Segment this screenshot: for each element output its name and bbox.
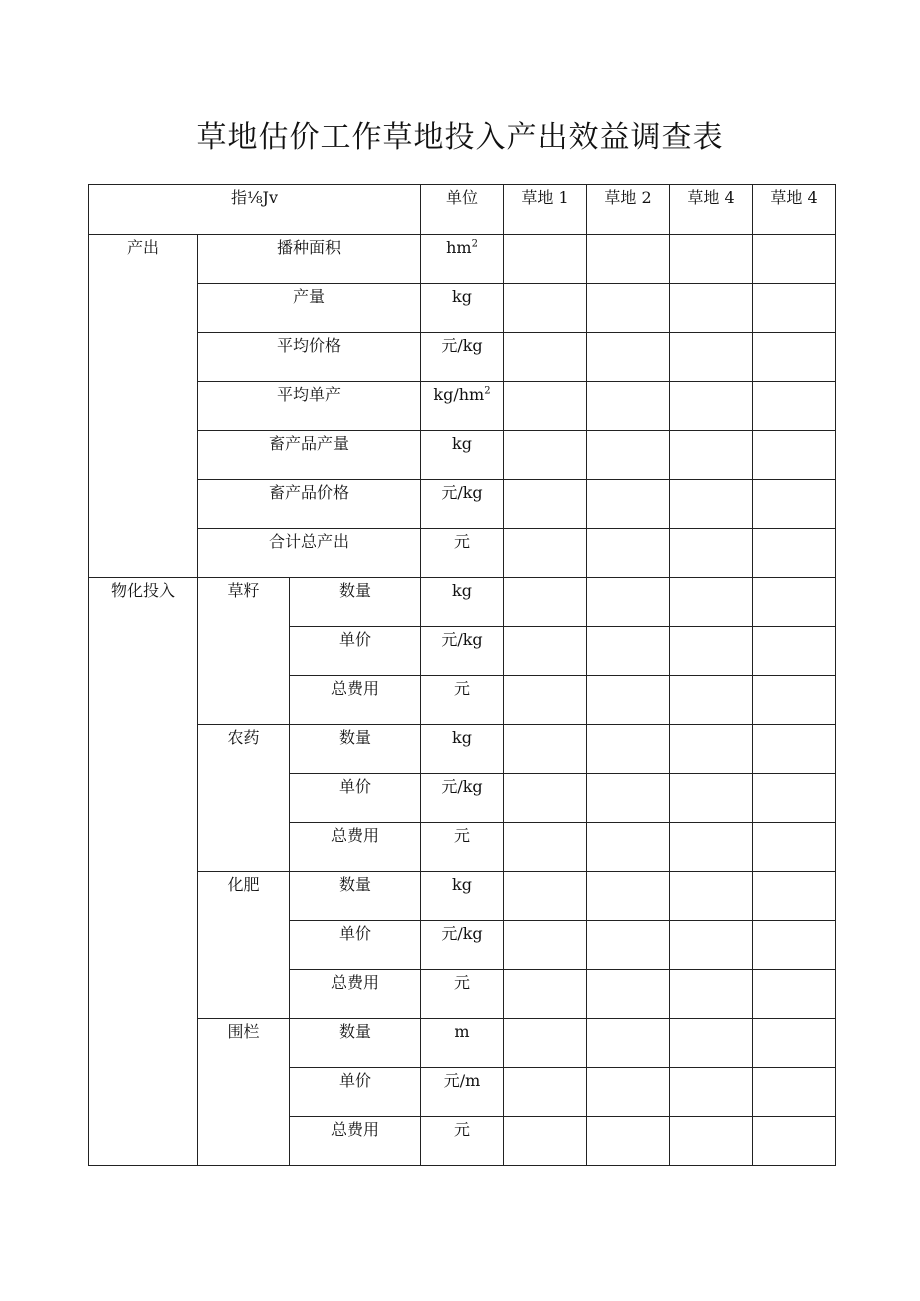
data-cell[interactable]	[753, 970, 836, 1019]
output-item-name: 畜产品价格	[198, 480, 421, 529]
data-cell[interactable]	[587, 774, 670, 823]
input-row	[89, 872, 836, 921]
input-item-unit: kg	[421, 578, 504, 627]
header-unit: 单位	[421, 185, 504, 235]
data-cell[interactable]	[670, 774, 753, 823]
data-cell[interactable]	[587, 823, 670, 872]
data-cell[interactable]	[504, 1068, 587, 1117]
data-cell[interactable]	[670, 921, 753, 970]
data-cell[interactable]	[670, 333, 753, 382]
data-cell[interactable]	[670, 872, 753, 921]
data-cell[interactable]	[670, 627, 753, 676]
data-cell[interactable]	[504, 333, 587, 382]
data-cell[interactable]	[504, 627, 587, 676]
output-item-unit: 元/kg	[421, 333, 504, 382]
data-cell[interactable]	[753, 284, 836, 333]
data-cell[interactable]	[504, 578, 587, 627]
data-cell[interactable]	[587, 382, 670, 431]
data-cell[interactable]	[504, 529, 587, 578]
data-cell[interactable]	[753, 333, 836, 382]
input-item-unit: 元/kg	[421, 627, 504, 676]
output-item-unit: 元	[421, 529, 504, 578]
input-item-unit: 元	[421, 970, 504, 1019]
data-cell[interactable]	[587, 480, 670, 529]
input-item-name: 数量	[290, 725, 421, 774]
data-cell[interactable]	[753, 921, 836, 970]
data-cell[interactable]	[753, 382, 836, 431]
input-item-unit: 元/m	[421, 1068, 504, 1117]
input-item-name: 数量	[290, 578, 421, 627]
input-item-name: 数量	[290, 872, 421, 921]
input-section-label: 物化投入	[89, 578, 198, 1166]
data-cell[interactable]	[504, 431, 587, 480]
output-row-total	[89, 529, 836, 578]
output-section-label: 产出	[89, 235, 198, 578]
data-cell[interactable]	[587, 333, 670, 382]
output-item-name: 产量	[198, 284, 421, 333]
data-cell[interactable]	[753, 1117, 836, 1166]
data-cell[interactable]	[504, 970, 587, 1019]
data-cell[interactable]	[587, 1117, 670, 1166]
input-item-unit: kg	[421, 725, 504, 774]
data-cell[interactable]	[504, 235, 587, 284]
data-cell[interactable]	[753, 235, 836, 284]
data-cell[interactable]	[504, 774, 587, 823]
output-item-unit: 元/kg	[421, 480, 504, 529]
input-item-name: 单价	[290, 1068, 421, 1117]
output-item-name: 平均价格	[198, 333, 421, 382]
data-cell[interactable]	[587, 725, 670, 774]
data-cell[interactable]	[587, 284, 670, 333]
data-cell[interactable]	[504, 480, 587, 529]
input-item-unit: kg	[421, 872, 504, 921]
output-item-unit: $hm^2$	[421, 235, 504, 284]
data-cell[interactable]	[587, 872, 670, 921]
output-row-avg-price	[89, 333, 836, 382]
data-cell[interactable]	[504, 725, 587, 774]
data-cell[interactable]	[587, 431, 670, 480]
data-cell[interactable]	[753, 774, 836, 823]
input-item-name: 总费用	[290, 823, 421, 872]
data-cell[interactable]	[670, 970, 753, 1019]
input-item-unit: 元/kg	[421, 921, 504, 970]
input-group-label: 化肥	[198, 872, 290, 1019]
data-cell[interactable]	[587, 921, 670, 970]
page-title: 草地估价工作草地投入产出效益调查表	[196, 120, 724, 155]
data-cell[interactable]	[670, 382, 753, 431]
survey-table	[88, 184, 836, 1166]
header-plot-2: 草地 2	[587, 185, 670, 235]
data-cell[interactable]	[504, 823, 587, 872]
input-item-name: 单价	[290, 774, 421, 823]
output-item-name: 合计总产出	[198, 529, 421, 578]
data-cell[interactable]	[587, 970, 670, 1019]
input-row	[89, 578, 836, 627]
input-group-label: 围栏	[198, 1019, 290, 1166]
input-item-name: 单价	[290, 921, 421, 970]
data-cell[interactable]	[504, 921, 587, 970]
output-row-livestock-price	[89, 480, 836, 529]
header-plot-1: 草地 1	[504, 185, 587, 235]
data-cell[interactable]	[504, 1117, 587, 1166]
header-plot-4: 草地 4	[753, 185, 836, 235]
data-cell[interactable]	[670, 1068, 753, 1117]
data-cell[interactable]	[670, 676, 753, 725]
data-cell[interactable]	[504, 284, 587, 333]
header-row	[89, 185, 836, 235]
header-plot-3: 草地 4	[670, 185, 753, 235]
input-item-unit: 元	[421, 823, 504, 872]
input-item-unit: 元/kg	[421, 774, 504, 823]
data-cell[interactable]	[504, 872, 587, 921]
data-cell[interactable]	[753, 431, 836, 480]
output-item-name: 畜产品产量	[198, 431, 421, 480]
data-cell[interactable]	[670, 235, 753, 284]
input-item-name: 总费用	[290, 970, 421, 1019]
input-item-name: 总费用	[290, 676, 421, 725]
data-cell[interactable]	[670, 1019, 753, 1068]
output-row-avg-yield	[89, 382, 836, 431]
data-cell[interactable]	[587, 1019, 670, 1068]
data-cell[interactable]	[670, 529, 753, 578]
output-row-sown-area	[89, 235, 836, 284]
input-item-unit: m	[421, 1019, 504, 1068]
output-item-name: 播种面积	[198, 235, 421, 284]
data-cell[interactable]	[587, 1068, 670, 1117]
data-cell[interactable]	[753, 676, 836, 725]
data-cell[interactable]	[753, 872, 836, 921]
data-cell[interactable]	[753, 1019, 836, 1068]
input-group-label: 草籽	[198, 578, 290, 725]
data-cell[interactable]	[753, 725, 836, 774]
input-item-name: 数量	[290, 1019, 421, 1068]
data-cell[interactable]	[670, 725, 753, 774]
data-cell[interactable]	[670, 284, 753, 333]
data-cell[interactable]	[670, 578, 753, 627]
data-cell[interactable]	[670, 480, 753, 529]
data-cell[interactable]	[587, 627, 670, 676]
input-row	[89, 1019, 836, 1068]
data-cell[interactable]	[670, 431, 753, 480]
data-cell[interactable]	[504, 676, 587, 725]
output-row-livestock-output	[89, 431, 836, 480]
output-item-unit: kg	[421, 431, 504, 480]
data-cell[interactable]	[587, 529, 670, 578]
data-cell[interactable]	[753, 1068, 836, 1117]
input-row	[89, 725, 836, 774]
data-cell[interactable]	[753, 480, 836, 529]
data-cell[interactable]	[753, 529, 836, 578]
input-group-label: 农药	[198, 725, 290, 872]
data-cell[interactable]	[587, 235, 670, 284]
output-item-name: 平均单产	[198, 382, 421, 431]
input-item-unit: 元	[421, 676, 504, 725]
input-item-name: 总费用	[290, 1117, 421, 1166]
header-indicator: 指⅛Jv	[89, 185, 421, 235]
data-cell[interactable]	[753, 578, 836, 627]
input-item-name: 单价	[290, 627, 421, 676]
output-item-unit: kg	[421, 284, 504, 333]
data-cell[interactable]	[587, 578, 670, 627]
output-item-unit: $kg/hm^2$	[421, 382, 504, 431]
data-cell[interactable]	[504, 382, 587, 431]
data-cell[interactable]	[753, 823, 836, 872]
data-cell[interactable]	[753, 627, 836, 676]
input-item-unit: 元	[421, 1117, 504, 1166]
data-cell[interactable]	[670, 1117, 753, 1166]
data-cell[interactable]	[504, 1019, 587, 1068]
data-cell[interactable]	[670, 823, 753, 872]
data-cell[interactable]	[587, 676, 670, 725]
output-row-yield	[89, 284, 836, 333]
